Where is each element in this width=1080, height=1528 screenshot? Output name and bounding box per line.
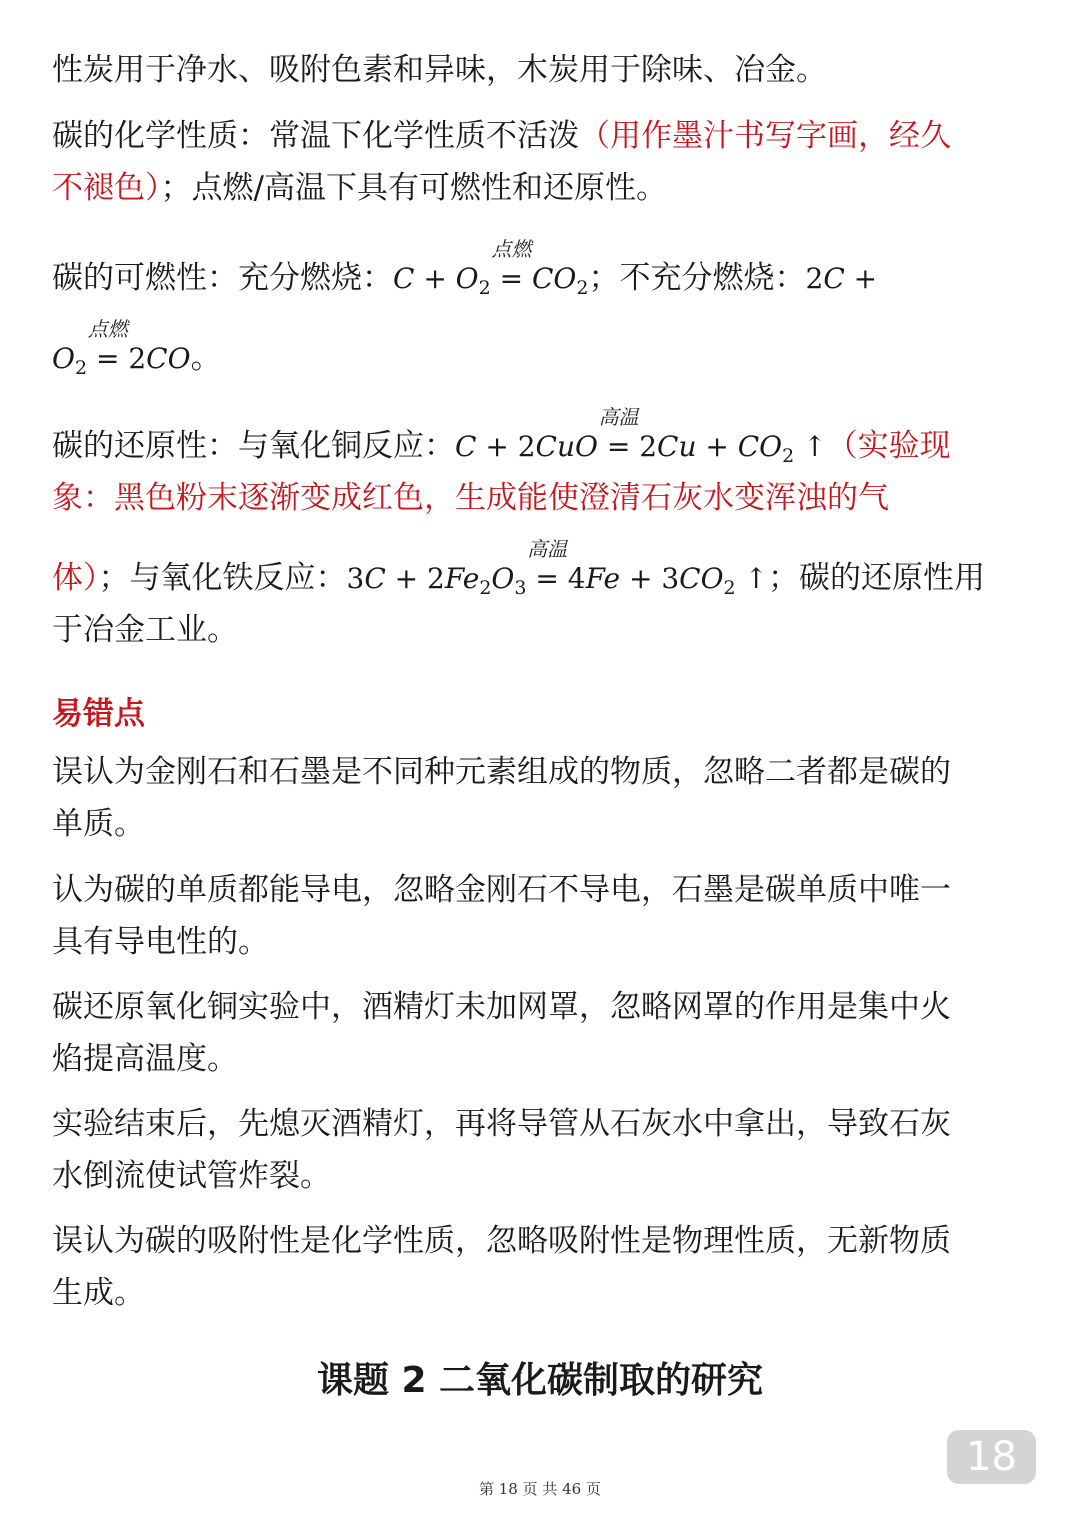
red-note: （用作墨汁书写字画，经久 [579, 118, 951, 154]
error-item-3-line-2: 焰提高温度。 [52, 1041, 238, 1077]
text-line-1: 性炭用于净水、吸附色素和异味，木炭用于除味、冶金。 [52, 52, 827, 88]
chem-properties-line-1: 碳的化学性质：常温下化学性质不活泼（用作墨汁书写字画，经久 [52, 118, 951, 154]
page-number-badge: 18 [947, 1430, 1036, 1484]
condition-label: 点燃 [87, 317, 128, 341]
error-item-3-line-1: 碳还原氧化铜实验中，酒精灯未加网罩，忽略网罩的作用是集中火 [52, 989, 951, 1025]
condition-label: 高温 [598, 405, 639, 429]
reduction-line-4: 于冶金工业。 [52, 612, 238, 648]
error-item-4-line-2: 水倒流使试管炸裂。 [52, 1158, 331, 1194]
error-points-heading: 易错点 [52, 696, 145, 732]
equation-copper-oxide: C + 2CuO 高温 = $2Cu + CO_2$ ↑ [455, 430, 827, 463]
condition-label: 高温 [527, 537, 568, 561]
page-footer: 第 18 页 共 46 页 [478, 1480, 601, 1498]
section-title: 课题 2 二氧化碳制取的研究 [316, 1360, 764, 1401]
reduction-line-3: 体）；与氧化铁反应：$3C + 2Fe_2O_3$ 高温 = $4Fe + 3CO_2$ ↑；碳的还原性用 [52, 558, 985, 599]
error-item-2-line-1: 认为碳的单质都能导电，忽略金刚石不导电，石墨是碳单质中唯一 [52, 872, 951, 908]
combustion-line-2: $O_2$ 点燃 = 2CO。 [52, 338, 222, 379]
reduction-line-2: 象：黑色粉末逐渐变成红色，生成能使澄清石灰水变浑浊的气 [52, 480, 889, 516]
red-note: 不褪色） [52, 170, 161, 206]
equation-incomplete-combustion-end: $O_2$ 点燃 = 2CO [52, 342, 191, 375]
equation-iron-oxide: $3C + 2Fe_2O_3$ 高温 = $4Fe + 3CO_2$ ↑ [347, 562, 769, 595]
reduction-line-1: 碳的还原性：与氧化铜反应：C + 2CuO 高温 = $2Cu + CO_2$ ↑（实验现 [52, 426, 951, 467]
error-item-1-line-1: 误认为金刚石和石墨是不同种元素组成的物质，忽略二者都是碳的 [52, 754, 951, 790]
error-item-5-line-2: 生成。 [52, 1275, 145, 1311]
condition-label: 点燃 [491, 237, 532, 261]
red-note: 体） [52, 560, 99, 596]
red-note: （实验现 [826, 428, 951, 464]
error-item-5-line-1: 误认为碳的吸附性是化学性质，忽略吸附性是物理性质，无新物质 [52, 1223, 951, 1259]
error-item-1-line-2: 单质。 [52, 806, 145, 842]
equation-complete-combustion: $C + O_2$ 点燃 = $CO_2$ [393, 262, 588, 295]
equation-incomplete-combustion-start: 2C + [805, 262, 878, 295]
error-item-4-line-1: 实验结束后，先熄灭酒精灯，再将导管从石灰水中拿出，导致石灰 [52, 1106, 951, 1142]
chem-properties-line-2: 不褪色）；点燃/高温下具有可燃性和还原性。 [52, 170, 667, 206]
error-item-2-line-2: 具有导电性的。 [52, 924, 269, 960]
combustion-line-1: 碳的可燃性：充分燃烧：$C + O_2$ 点燃 = $CO_2$；不充分燃烧：2C + [52, 258, 877, 299]
